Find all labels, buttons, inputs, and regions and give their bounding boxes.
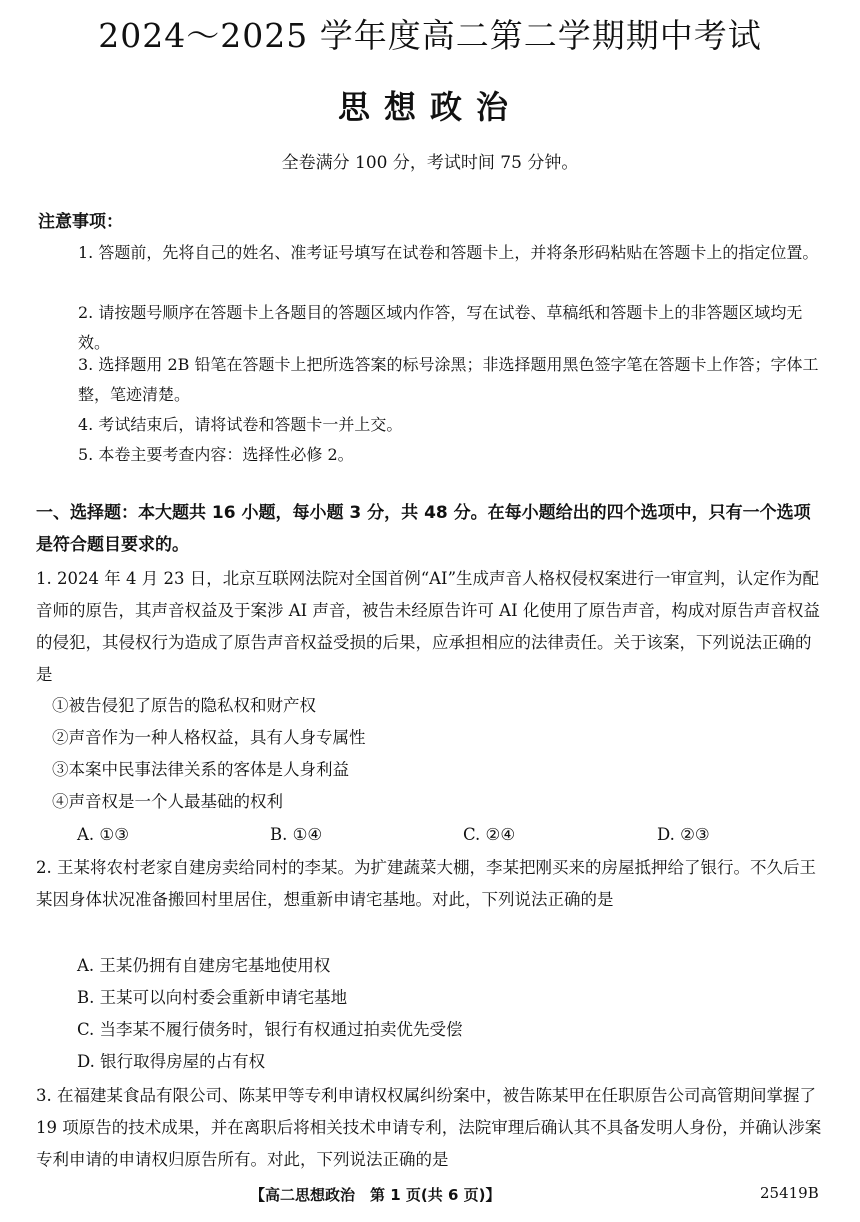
question-2-option-b: B. 王某可以向村委会重新申请宅基地 [77,988,348,1007]
exam-title: 2024～2025 学年度高二第二学期期中考试 [98,16,762,55]
question-1-option-c: C. ②④ [463,825,516,844]
footer-page-label: 【高二思想政治 第 1 页(共 6 页)】 [250,1186,501,1204]
subject-title: 思想政治 [337,88,522,126]
question-1-statement-4: ④声音权是一个人最基础的权利 [52,792,283,811]
question-2-option-c: C. 当李某不履行债务时，银行有权通过拍卖优先受偿 [77,1020,463,1039]
question-1-option-b: B. ①④ [270,825,323,844]
question-1-stem: 1. 2024 年 4 月 23 日，北京互联网法院对全国首例“AI”生成声音人格权侵权案进行一审宣判，认定作为配音师的原告，其声音权益及于案涉 AI 声音，被告未经原告许可 AI 化使用了原告声音，构成对原告声音权益的侵犯，其侵权行为造成了原告声音权益受损的后果，应承担相应的法律责任。关于该案，下列说法正确的是 [36,569,820,684]
question-2-option-a: A. 王某仍拥有自建房宅基地使用权 [77,956,331,975]
notice-heading: 注意事项： [38,212,123,232]
question-2-stem: 2. 王某将农村老家自建房卖给同村的李某。为扩建蔬菜大棚，李某把刚买来的房屋抵押给了银行。不久后王某因身体状况准备搬回村里居住，想重新申请宅基地。对此，下列说法正确的是 [36,858,816,909]
notice-item-2: 2. 请按题号顺序在答题卡上各题目的答题区域内作答，写在试卷、草稿纸和答题卡上的非答题区域均无效。 [78,303,803,352]
notice-item-4: 4. 考试结束后，请将试卷和答题卡一并上交。 [78,415,403,434]
notice-item-3: 3. 选择题用 2B 铅笔在答题卡上把所选答案的标号涂黑；非选择题用黑色签字笔在答题卡上作答；字体工整，笔迹清楚。 [78,355,819,404]
notice-item-1: 1. 答题前，先将自己的姓名、准考证号填写在试卷和答题卡上，并将条形码粘贴在答题卡上的指定位置。 [78,243,819,262]
question-1-statement-2: ②声音作为一种人格权益，具有人身专属性 [52,728,366,747]
question-2-option-d: D. 银行取得房屋的占有权 [77,1052,266,1071]
section-heading: 一、选择题：本大题共 16 小题，每小题 3 分，共 48 分。在每小题给出的四个选项中，只有一个选项是符合题目要求的。 [36,503,811,555]
footer-paper-code: 25419B [760,1184,819,1202]
question-1-option-a: A. ①③ [77,825,129,844]
question-3-stem: 3. 在福建某食品有限公司、陈某甲等专利申请权权属纠纷案中，被告陈某甲在任职原告公司高管期间掌握了 19 项原告的技术成果，并在离职后将相关技术申请专利，法院审理后确认其不具备发明人身份，并确认涉案专利申请的申请权归原告所有。对此，下列说法正确的是 [36,1086,822,1169]
question-1-statement-3: ③本案中民事法律关系的客体是人身利益 [52,760,349,779]
notice-item-5: 5. 本卷主要考查内容：选择性必修 2。 [78,445,354,464]
question-1-option-d: D. ②③ [657,825,710,844]
exam-meta: 全卷满分 100 分，考试时间 75 分钟。 [281,153,579,173]
question-1-statement-1: ①被告侵犯了原告的隐私权和财产权 [52,696,316,715]
